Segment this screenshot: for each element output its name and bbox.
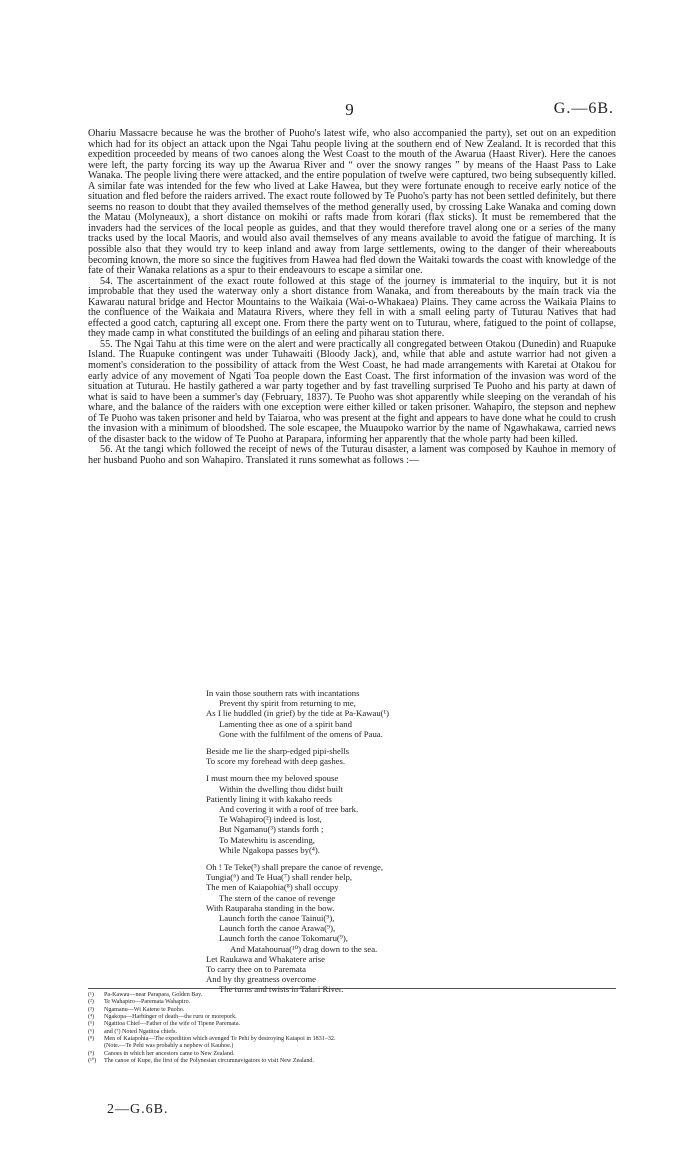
footnote bbox=[88, 999, 616, 1006]
footnote-mark: (⁶) bbox=[88, 1028, 95, 1035]
poem-line: I must mourn thee my beloved spouse bbox=[206, 773, 339, 784]
footnote bbox=[88, 1051, 616, 1058]
poem-line: Launch forth the canoe Tainui(⁹), bbox=[219, 913, 335, 924]
poem-line: To carry thee on to Paremata bbox=[206, 964, 306, 975]
poem-line: Tungia(⁶) and Te Hua(⁷) shall render help, bbox=[206, 872, 353, 883]
footnote-mark: (⁴) bbox=[88, 1014, 95, 1021]
footnote-text: Canoes in which her ancestors came to New Zealand. bbox=[104, 1050, 235, 1057]
poem-stanza bbox=[206, 688, 606, 739]
footnote bbox=[88, 1007, 616, 1014]
footnote bbox=[88, 1043, 616, 1050]
footnote-text: Pa-Kawau—near Parapara, Golden Bay. bbox=[104, 992, 203, 998]
footnote-mark: (²) bbox=[88, 999, 94, 1006]
footnote-mark: (¹) bbox=[88, 992, 94, 998]
poem-line: The turns and twists in Talari River. bbox=[219, 984, 344, 995]
footnote-text: and (⁷) Noted Ngatitoa chiefs. bbox=[104, 1028, 178, 1035]
footnotes bbox=[88, 992, 616, 1065]
footnote-divider bbox=[88, 988, 616, 989]
poem-line: Lamenting thee as one of a spirit band bbox=[219, 718, 352, 729]
poem-line: In vain those southern rats with incantations bbox=[206, 688, 360, 698]
poem-line: With Rauparaha standing in the bow. bbox=[206, 902, 335, 913]
poem-line: Te Wahapiro(²) indeed is lost, bbox=[219, 814, 322, 825]
body-text bbox=[88, 129, 616, 467]
poem-line: As I lie huddled (in grief) by the tide at Pa-Kawau(¹) bbox=[206, 708, 390, 719]
poem-line: Beside me lie the sharp-edged pipi-shells bbox=[206, 746, 350, 757]
poem-line: Launch forth the canoe Arawa(⁹), bbox=[219, 923, 336, 934]
poem-line: And by thy greatness overcome bbox=[206, 974, 317, 985]
footnote-mark: (⁸) bbox=[88, 1036, 95, 1043]
poem-line: Gone with the fulfilment of the omens of Paua. bbox=[219, 728, 383, 739]
document-reference: G.—6B. bbox=[553, 100, 614, 117]
poem-line: And Matahourua(¹⁰) drag down to the sea. bbox=[230, 943, 378, 954]
paragraph: 56. At the tangi which followed the receipt of news of the Tuturau disaster, a lament was composed by Kauhoe in memory of her husband Puoho and son Wahapiro. Translated it runs somewhat as follows :— bbox=[88, 444, 616, 466]
poem-line: And covering it with a roof of tree bark. bbox=[219, 804, 359, 815]
footnote-text: Te Wahapiro—Paremata Wahapiro. bbox=[104, 999, 191, 1006]
poem-line: Let Raukawa and Whakatere arise bbox=[206, 953, 325, 964]
footnote-mark: (³) bbox=[88, 1006, 94, 1013]
footnote bbox=[88, 1058, 616, 1065]
poem-line: Oh ! Te Teke(⁵) shall prepare the canoe of revenge, bbox=[206, 862, 384, 873]
poem-line: But Ngamanu(³) stands forth ; bbox=[219, 824, 324, 835]
footnote-text: The canoe of Kupe, the first of the Polynesian circumnavigators to visit New Zealand. bbox=[104, 1058, 315, 1065]
poem-line: Launch forth the canoe Tokomaru(⁹), bbox=[219, 933, 348, 944]
signature-mark: 2—G.6B. bbox=[107, 1102, 169, 1117]
page-number: 9 bbox=[345, 100, 355, 119]
poem-line: To Matewhitu is ascending, bbox=[219, 834, 315, 845]
paragraph: 54. The ascertainment of the exact route followed at this stage of the journey is immaterial to the inquiry, but it is not improbable that they used the waterway only a short distance from Wanaka, and from thereabouts by the main track via the Kawarau natural bridge and Hector Mountains to the Waikaia (Wai-o-Whakaea) Plains. They came across the Waikaia Plains to the confluence of the Waikaia and Mataura Rivers, where they fell in with a small eeling party of Tuturau Natives that had effected a good catch, capturing all except one. From there the party went on to Tuturau, where, fatigued to the point of collapse, they made camp in what constituted the buildings of an eeling and piharau station there. bbox=[88, 275, 616, 340]
poem-line: While Ngakopa passes by(⁴). bbox=[219, 844, 320, 855]
poem-stanza bbox=[206, 862, 606, 995]
footnote-mark: (⁵) bbox=[88, 1021, 95, 1028]
paragraph: Ohariu Massacre because he was the brother of Puoho's latest wife, who also accompanied the party), set out on an expedition which had for its object an attack upon the Ngai Tahu people living at the southern end of New Zealand. It is recorded that this expedition proceeded by means of two canoes along the West Coast to the mouth of the Awarua (Haast River). Here the canoes were left, the party forcing its way up the Awarua River and “ over the snowy ranges ” by means of the Haast Pass to Lake Wanaka. The people living there were attacked, and the entire population of twelve were captured, two being subsequently killed. A similar fate was intended for the few who lived at Lake Hawea, but they were fortunate enough to receive early notice of the situation and fled before the raiders arrived. The exact route followed by Te Puoho's party has not been settled definitely, but there seems no reason to doubt that they availed themselves of the method generally used, by crossing Lake Wanaka and coming down the Matau (Molyneaux), a short distance on mokihi or rafts made from korari (flax sticks). It must be remembered that the invaders had the services of the local people as guides, and that they would therefore travel along one or a series of the many tracks used by the local Maoris, and would also avail themselves of any means available to avoid the fatigue of marching. It is possible also that they would try to keep inland and away from large settlements, owing to the danger of their whereabouts becoming known, the more so since the fugitives from Hawea had fled down the Waitaki towards the coast with knowledge of the fate of their Wanaka relations as a spur to their endeavours to escape a similar one. bbox=[88, 128, 616, 277]
poem-stanza bbox=[206, 746, 606, 766]
footnote bbox=[88, 1029, 616, 1036]
poem-stanza bbox=[206, 773, 606, 855]
lament-poem bbox=[206, 688, 606, 1002]
poem-line: The men of Kaiapohia(⁸) shall occupy bbox=[206, 882, 339, 893]
footnote-text: Ngamanu—Wi Katene te Puoho. bbox=[104, 1006, 185, 1013]
paragraph: 55. The Ngai Tahu at this time were on the alert and were practically all congregated between Otakou (Dunedin) and Ruapuke Island. The Ruapuke contingent was under Tuhawaiti (Bloody Jack), and, while that able and astute warrior had not given a moment's consideration to the possibility of attack from the West Coast, he had made arrangements with Karetai at Otakou for early advice of any movement of Ngati Toa people down the East Coast. The first information of the invasion was word of the situation at Tuturau. He hastily gathered a war party together and by fast travelling surprised Te Puoho and his party at dawn of what is said to have been a summer's day (February, 1837). Te Puoho was shot apparently while sleeping on the verandah of his whare, and the balance of the raiders with one exception were either killed or taken prisoner. Wahapiro, the stepson and nephew of Te Puoho was taken prisoner and held by Taiaroa, who was present at the fight and appears to have done what he could to crush the invasion with a minimum of bloodshed. The sole escapee, the Muaupoko warrior by the name of Ngawhakawa, carried news of the disaster back to the widow of Te Puoho at Parapara, informing her apparently that the whole party had been killed. bbox=[88, 338, 616, 445]
poem-line: Patiently lining it with kakaho reeds bbox=[206, 793, 332, 804]
footnote bbox=[88, 1021, 616, 1028]
footnote-text: Ngatitoa Chief—Father of the wife of Tipene Paremata. bbox=[104, 1021, 241, 1028]
footnote-text: (Note.—Te Pehi was probably a nephew of Kauhoe.) bbox=[104, 1043, 234, 1050]
footnote-mark: (¹⁰) bbox=[88, 1058, 97, 1065]
footnote-text: Ngakopa—Harbinger of death—the ruru or morepork. bbox=[104, 1014, 237, 1021]
poem-line: Within the dwelling thou didst built bbox=[219, 783, 343, 794]
poem-line: To score my forehead with deep gashes. bbox=[206, 756, 346, 767]
footnote-text: Men of Kaiapohia—The expedition which avenged Te Pehi by destroying Kaiapoi in 1831–32. bbox=[104, 1036, 336, 1043]
poem-line: The stern of the canoe of revenge bbox=[219, 892, 336, 903]
poem-line: Prevent thy spirit from returning to me, bbox=[219, 698, 356, 709]
footnote-mark: (⁹) bbox=[88, 1050, 95, 1057]
